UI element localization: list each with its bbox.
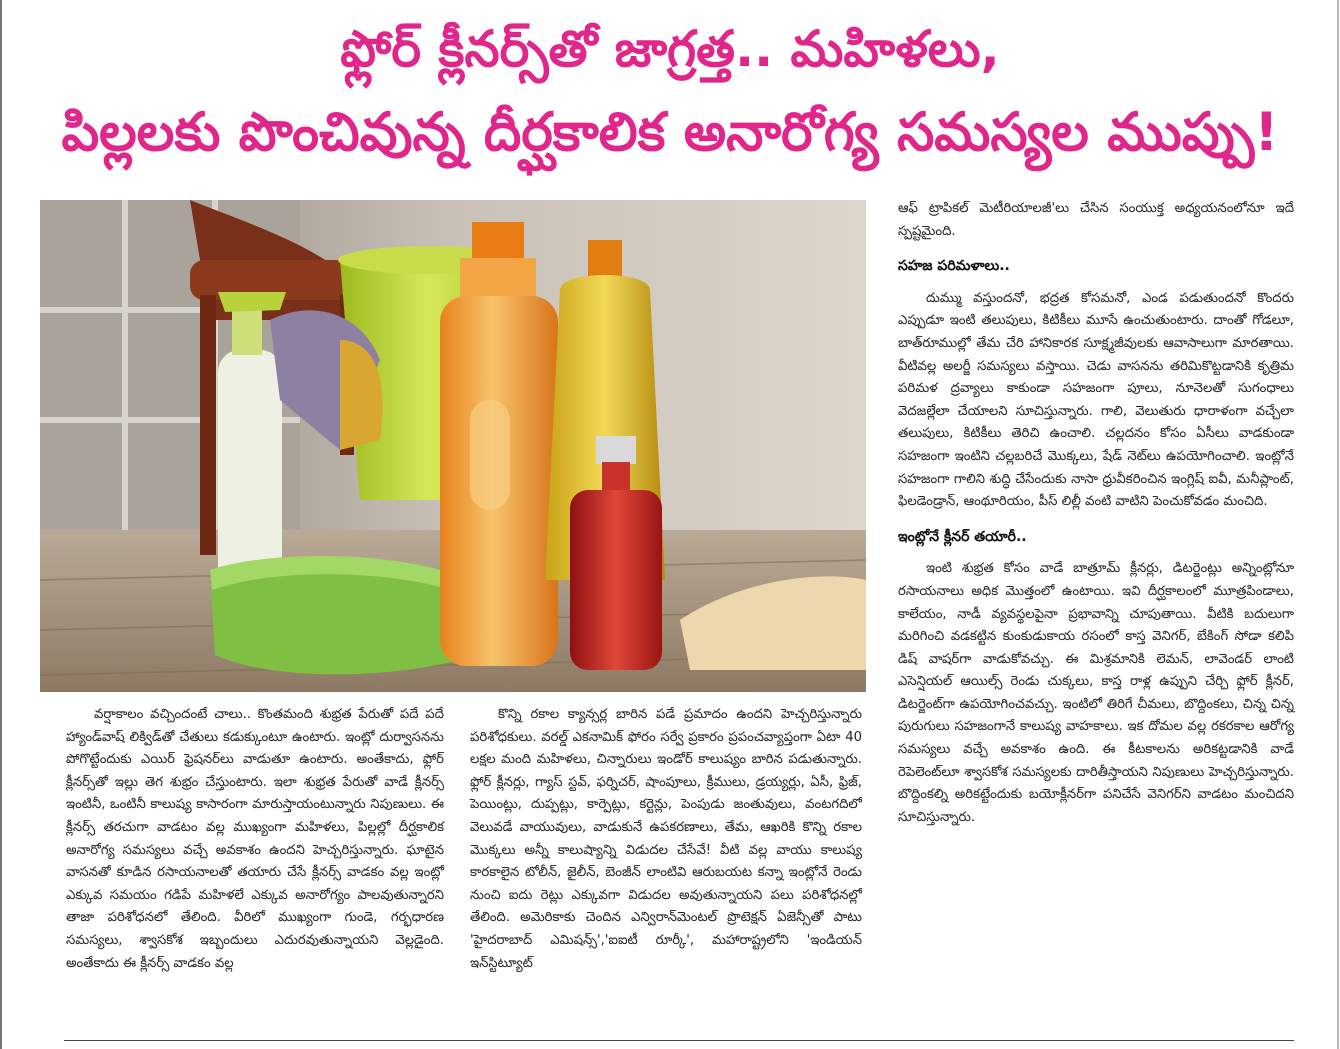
- headline-line-1: ఫ్లోర్ క్లీనర్స్‌తో జాగ్రత్త.. మహిళలు,: [340, 20, 1000, 78]
- bottom-rule: [64, 1040, 1294, 1041]
- subheading-natural-fragrances: సహజ పరిమళాలు..: [898, 258, 1010, 275]
- article-column-1: [66, 704, 444, 975]
- page-border-right: [1337, 0, 1339, 1049]
- cleaning-products-photo: [40, 200, 866, 692]
- article-column-2: [470, 704, 862, 975]
- article-column-3: [898, 198, 1294, 829]
- column-3-intro: ఆఫ్ ట్రాపికల్ మెటీరియాలజీ'లు చేసిన సంయుక్త అధ్యయనంలోనూ ఇదే స్పష్టమైంది.: [898, 201, 1294, 239]
- headline-line-2: పిల్లలకు పొంచివున్న దీర్ఘకాలిక అనారోగ్య సమస్యల ముప్పు!: [61, 102, 1279, 163]
- subheading-home-cleaner: ఇంట్లోనే క్లీనర్ తయారీ..: [898, 528, 1027, 545]
- column-2-paragraph: కొన్ని రకాల క్యాన్సర్ల బారిన పడే ప్రమాదం ఉందని హెచ్చరిస్తున్నారు పరిశోధకులు. వరల్డ్ ఎకనామిక్ ఫోరం సర్వే ప్రకారం ప్రపంచవ్యాప్తంగా ఏటా 40 లక్షల మంది మహిళలు, చిన్నారులు ఇండోర్ కాలుష్యం బారిన పడుతున్నారు. ఫ్లోర్ క్లీనర్లు, గ్యాస్ స్టవ్, ఫర్నిచర్, షాంపూలు, క్రీములు, డ్రయ్యర్లు, ఏసీ, ఫ్రిజ్, పెయింట్లు, దుప్పట్లు, కార్పెట్లు, కర్టెన్లు, పెంపుడు జంతువులు, వంటగదిలో వెలువడే వాయువులు, వాడుకునే ఉపకరణాలు, తేమ, ఆఖరికి కొన్ని రకాల మొక్కలు అన్నీ కాలుష్యాన్ని విడుదల చేసేవే! వీటి వల్ల వాయు కాలుష్య కారకాలైన టోలీన్, జైలీన్, బెంజీన్ లాంటివి ఆరుబయట కన్నా ఇంట్లోనే రెండు నుంచి ఐదు రెట్లు ఎక్కువగా విడుదల అవుతున్నాయని పలు పరిశోధనల్లో తేలింది. అమెరికాకు చెందిన ఎన్విరాన్‌మెంటల్ ప్రొటెక్షన్ ఏజెన్సీతో పాటు 'హైదరాబాద్ ఎమిషన్స్','ఐఐటీ రూర్కీ', మహారాష్ట్రలోని 'ఇండియన్ ఇన్‌స్టిట్యూట్: [470, 707, 862, 971]
- column-1-paragraph: వర్షాకాలం వచ్చిందంటే చాలు.. కొంతమంది శుభ్రత పేరుతో పదే పదే హ్యాండ్‌వాష్ లిక్విడ్‌తో చేతులు కడుక్కుంటూ ఉంటారు. ఇంట్లో దుర్వాసనను పోగొట్టేందుకు ఎయిర్ ఫ్రెషనర్‌లు వాడుతూ ఉంటారు. అంతేకాదు, ఫ్లోర్ క్లీనర్స్‌తో ఇల్లు తెగ శుభ్రం చేస్తుంటారు. ఇలా శుభ్రత పేరుతో వాడే క్లీనర్స్ ఇంటినీ, ఒంటినీ కాలుష్య కాసారంగా మారుస్తాయంటున్నారు నిపుణులు. ఈ క్లీనర్స్ తరచుగా వాడటం వల్ల ముఖ్యంగా మహిళలు, పిల్లల్లో దీర్ఘకాలిక అనారోగ్య సమస్యలు వచ్చే అవకాశం ఉందని హెచ్చరిస్తున్నారు. ఘాటైన వాసనతో కూడిన రసాయనాలతో తయారు చేసే క్లీనర్స్ వాడకం వల్ల ఇంట్లో ఎక్కువ సమయం గడిపే మహిళలే ఎక్కువ అనారోగ్యం పాలవుతున్నారని తాజా పరిశోధనలో తేలింది. వీరిలో ముఖ్యంగా గుండె, గర్భధారణ సమస్యలు, శ్వాసకోశ ఇబ్బందులు ఎదురవుతున్నాయని వెల్లడైంది. అంతేకాదు ఈ క్లీనర్స్ వాడకం వల్ల: [66, 707, 444, 971]
- column-3-paragraph-2: ఇంటి శుభ్రత కోసం వాడే బాత్రూమ్ క్లీనర్లు, డిటర్జెంట్లు అన్నింట్లోనూ రసాయనాలు అధిక మొత్తంలో ఉంటాయి. ఇవి దీర్ఘకాలంలో మూత్రపిండాలు, కాలేయం, నాడీ వ్యవస్థలపైనా ప్రభావాన్ని చూపుతాయి. వీటికి బదులుగా మరిగించి వడకట్టిన కుంకుడుకాయ రసంలో కాస్త వెనిగర్, బేకింగ్ సోడా కలిపి డిష్ వాషర్‌గా వాడుకోవచ్చు. ఈ మిశ్రమానికి లెమన్, లావెండర్ లాంటి ఎసెన్షియల్ ఆయిల్స్ రెండు చుక్కలు, కాస్త రాళ్ల ఉప్పుని చేర్చి ఫ్లోర్ క్లీనర్, డిటర్జెంట్‌గా ఉపయోగించవచ్చు. ఇంటిలో తిరిగే చీమలు, బొద్దింకలు, చిన్న చిన్న పురుగులు సహజంగానే కాలుష్య వాహకాలు. ఇక దోమల వల్ల రకరకాల ఆరోగ్య సమస్యలు వచ్చే అవకాశం ఉంది. ఈ కీటకాలను అరికట్టడానికి వాడే రెపెలెంట్‌లూ శ్వాసకోశ సమస్యలకు దారితీస్తాయని నిపుణులు హెచ్చరిస్తున్నారు. బొద్దింకల్ని అరికట్టేందుకు బయోక్లీనర్‌గా పనిచేసే వెనిగర్‌ని వాడటం మంచిదని సూచిస్తున్నారు.: [898, 561, 1294, 825]
- column-3-paragraph-1: దుమ్ము వస్తుందనో, భద్రత కోసమనో, ఎండ పడుతుందనో కొందరు ఎప్పుడూ ఇంటి తలుపులు, కిటికీలు మూసే ఉంచుతుంటారు. దాంతో గోడలూ, బాత్‌రూముల్లో తేమ చేరి హానికారక సూక్ష్మజీవులకు ఆవాసాలుగా మారతాయి. వీటివల్ల అలర్జీ సమస్యలు వస్తాయి. చెడు వాసనను తరిమికొట్టడానికి కృత్రిమ పరిమళ ద్రవ్యాలు కాకుండా సహజంగా పూలు, నూనెలతో సుగంధాలు వెదజల్లేలా చేయాలని సూచిస్తున్నారు. గాలి, వెలుతురు ధారాళంగా వచ్చేలా తలుపులు, కిటికీలు తెరిచి ఉంచాలి. చల్లదనం కోసం ఏసీలు వాడకుండా సహజంగా ఇంటిని చల్లబరిచే మొక్కలు, షేడ్ నెట్‌లు ఉపయోగించాలి. ఇంట్లోనే సహజంగా గాలిని శుద్ధి చేసేందుకు నాసా ధ్రువీకరించిన ఇంగ్లిష్ ఐవీ, మనీప్లాంట్, ఫిలడెండ్రాన్, ఆంథూరియం, పీస్ లిల్లీ వంటి వాటిని పెంచుకోవడం మంచిది.: [898, 290, 1294, 510]
- page-border-left: [0, 0, 2, 1049]
